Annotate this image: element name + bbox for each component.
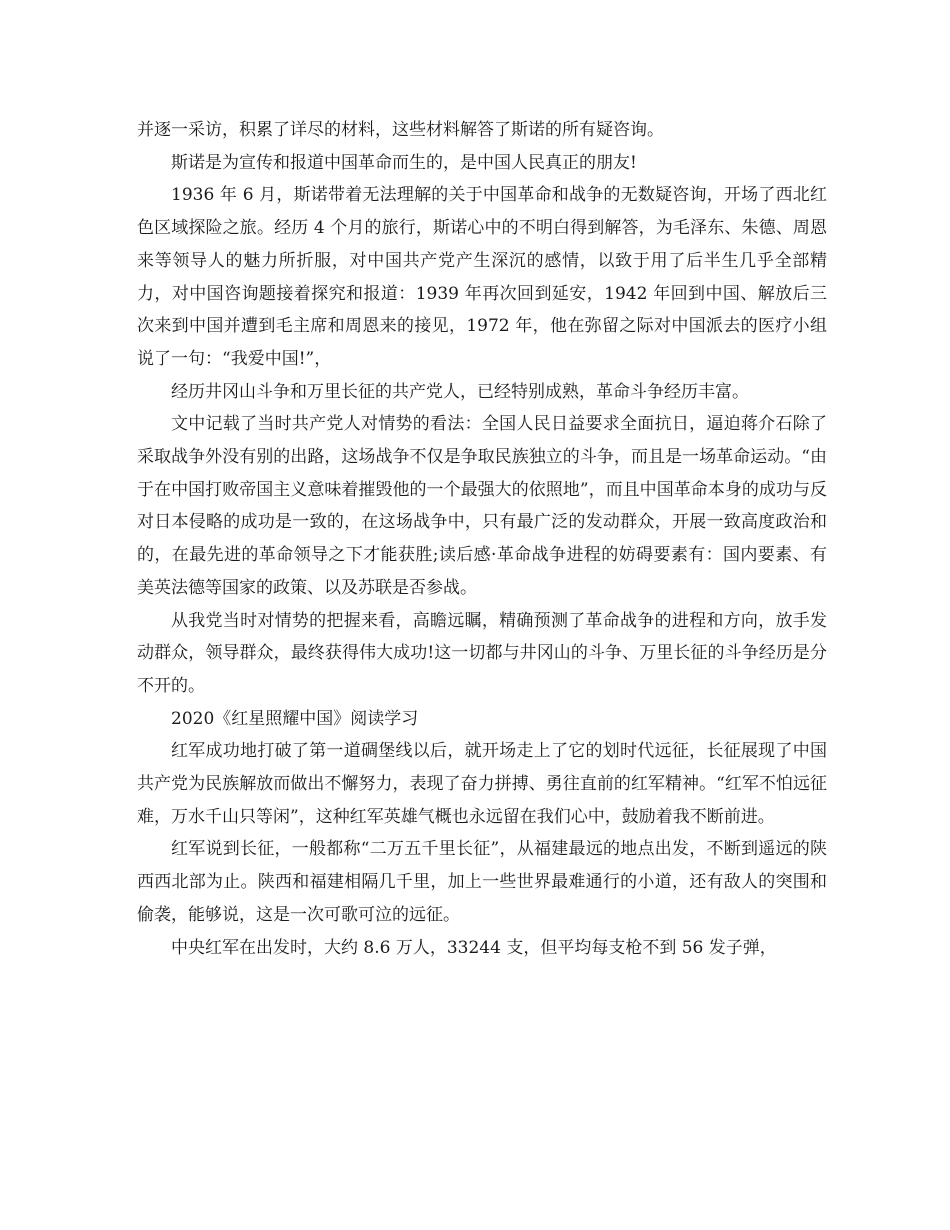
section-heading: 2020《红星照耀中国》阅读学习 — [171, 708, 419, 729]
paragraph-5: 文中记载了当时共产党人对情势的看法：全国人民日益要求全面抗日，逼迫蒋介石除了采取战争外没有别的出路，这场战争不仅是争取民族独立的斗争，而且是一场革命运动。“由于在中国打败帝国主义意味着摧毁他的一个最强大的依照地”，而且中国革命本身的成功与反对日本侵略的成功是一致的，在这场战争中，只有最广泛的发动群众，开展一致高度政治和的，在最先进的革命领导之下才能获胜;读后感·革命战争进程的妨碍要素有：国内要素、有美英法德等国家的政策、以及苏联是否参战。 — [137, 414, 827, 598]
paragraph-4: 经历井冈山斗争和万里长征的共产党人，已经特别成熟，革命斗争经历丰富。 — [171, 381, 749, 402]
paragraph-8: 红军说到长征，一般都称“二万五千里长征”，从福建最远的地点出发，不断到遥远的陕西西北部为止。陕西和福建相隔几千里，加上一些世界最难通行的小道，还有敌人的突围和偷袭，能够说，这是一次可歌可泣的远征。 — [137, 839, 827, 925]
paragraph-3: 1936 年 6 月，斯诺带着无法理解的关于中国革命和战争的无数疑咨询，开场了西北红色区域探险之旅。经历 4 个月的旅行，斯诺心中的不明白得到解答，为毛泽东、朱德、周恩来等领导人的魅力所折服，对中国共产党产生深沉的感情，以致于用了后半生几乎全部精力，对中国咨询题接着探究和报道：1939 年再次回到延安，1942 年回到中国、解放后三次来到中国并遭到毛主席和周恩来的接见，1972 年，他在弥留之际对中国派去的医疗小组说了一句：“我爱中国!”， — [137, 185, 827, 369]
paragraph-6: 从我党当时对情势的把握来看，高瞻远瞩，精确预测了革命战争的进程和方向，放手发动群众，领导群众，最终获得伟大成功!这一切都与井冈山的斗争、万里长征的斗争经历是分不开的。 — [137, 610, 827, 696]
paragraph-7: 红军成功地打破了第一道碉堡线以后，就开场走上了它的划时代远征，长征展现了中国共产党为民族解放而做出不懈努力，表现了奋力拼搏、勇往直前的红军精神。“红军不怕远征难，万水千山只等闲”，这种红军英雄气概也永远留在我们心中，鼓励着我不断前进。 — [137, 741, 827, 827]
paragraph-9: 中央红军在出发时，大约 8.6 万人，33244 支，但平均每支枪不到 56 发子弹， — [171, 937, 777, 958]
paragraph-2: 斯诺是为宣传和报道中国革命而生的，是中国人民真正的朋友! — [171, 152, 637, 173]
paragraph-1: 并逐一采访，积累了详尽的材料，这些材料解答了斯诺的所有疑咨询。 — [137, 120, 664, 140]
document-body — [137, 114, 827, 964]
